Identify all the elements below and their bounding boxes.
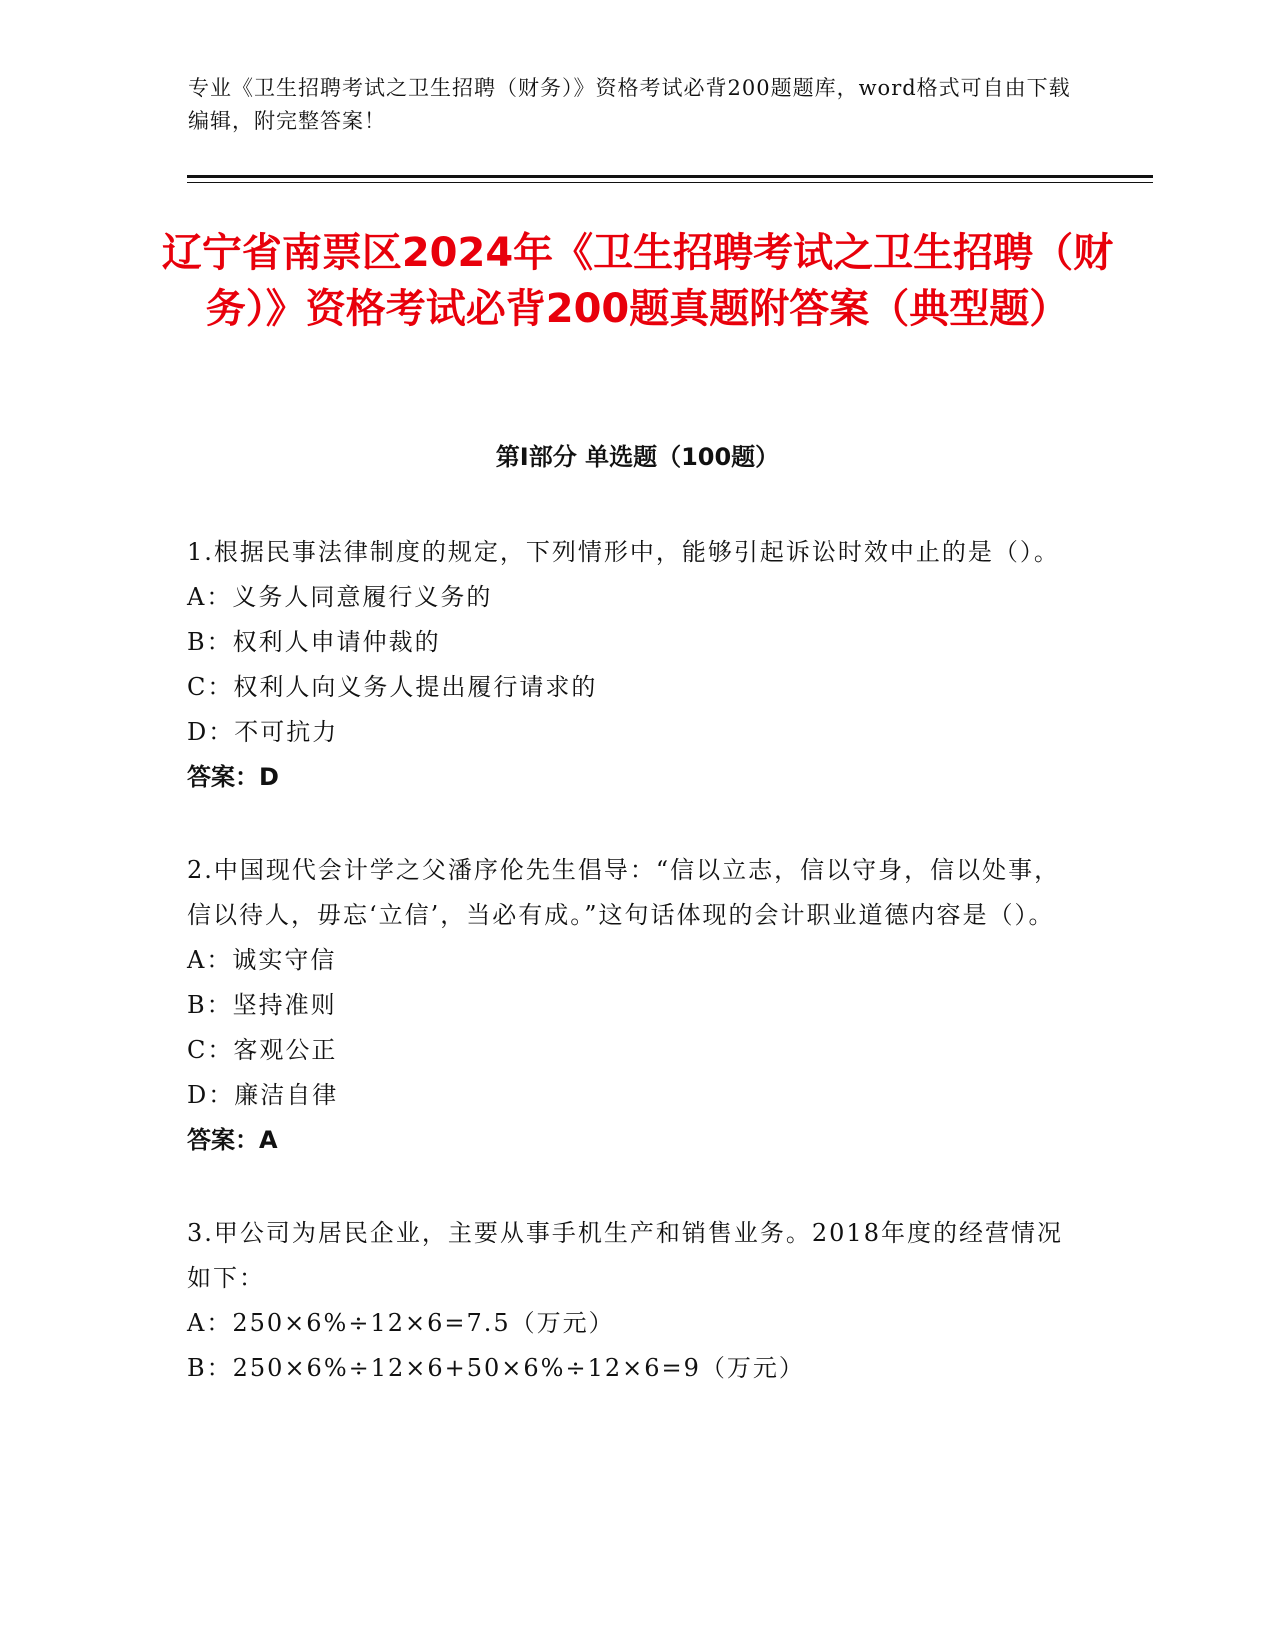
question-stem: 1.根据民事法律制度的规定，下列情形中，能够引起诉讼时效中止的是（）。 xyxy=(187,538,1060,566)
answer: 答案：A xyxy=(187,1126,278,1154)
header-note: 专业《卫生招聘考试之卫生招聘（财务）》资格考试必背200题题库，word格式可自由下载编辑，附完整答案！ xyxy=(188,76,1071,133)
option-a: A：诚实守信 xyxy=(187,946,337,974)
question-list xyxy=(187,530,1067,1439)
question-stem: 2.中国现代会计学之父潘序伦先生倡导：“信以立志，信以守身，信以处事，信以待人，毋忘‘立信’，当必有成。”这句话体现的会计职业道德内容是（）。 xyxy=(187,856,1061,929)
section-heading: 第Ⅰ部分 单选题（100题） xyxy=(495,443,780,471)
answer: 答案：D xyxy=(187,763,279,791)
option-d: D：不可抗力 xyxy=(187,718,339,746)
question-3 xyxy=(187,1211,1067,1391)
question-1 xyxy=(187,530,1067,800)
question-2 xyxy=(187,848,1067,1163)
option-b: B：权利人申请仲裁的 xyxy=(187,628,441,656)
document-title: 辽宁省南票区2024年《卫生招聘考试之卫生招聘（财务）》资格考试必背200题真题附答案（典型题） xyxy=(161,230,1114,332)
header-divider-thin xyxy=(187,182,1153,183)
option-b: B：坚持准则 xyxy=(187,991,337,1019)
option-a: A：义务人同意履行义务的 xyxy=(187,583,493,611)
option-c: C：权利人向义务人提出履行请求的 xyxy=(187,673,598,701)
option-b: B：250×6%÷12×6+50×6%÷12×6=9（万元） xyxy=(187,1354,805,1382)
header-divider-thick xyxy=(187,175,1153,178)
option-d: D：廉洁自律 xyxy=(187,1081,339,1109)
option-c: C：客观公正 xyxy=(187,1036,338,1064)
question-stem: 3.甲公司为居民企业，主要从事手机生产和销售业务。2018年度的经营情况如下： xyxy=(187,1219,1063,1292)
option-a: A：250×6%÷12×6=7.5（万元） xyxy=(187,1309,615,1337)
